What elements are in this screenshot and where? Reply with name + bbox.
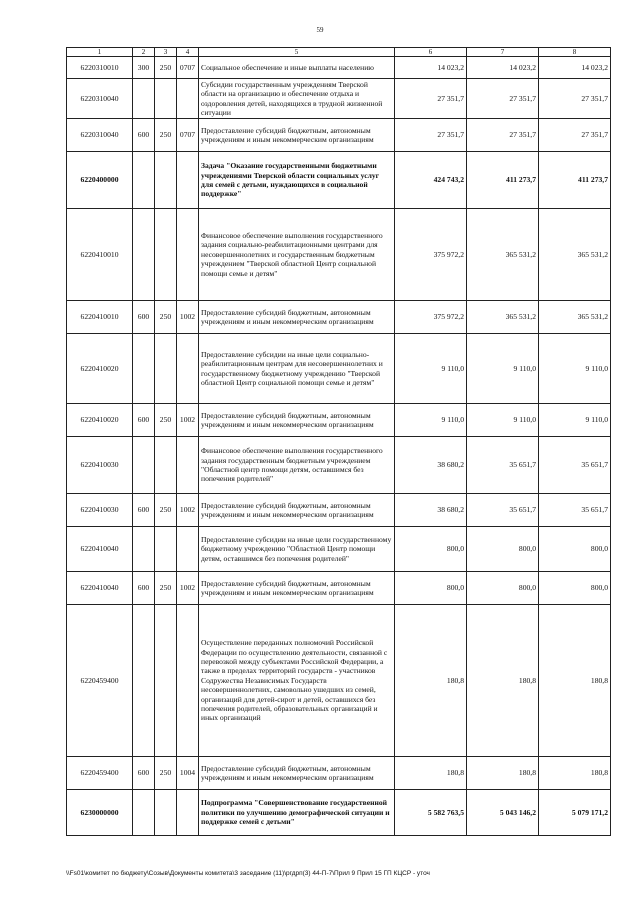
value-col8-cell: 180,8 xyxy=(539,605,611,757)
c2-cell xyxy=(133,79,155,119)
value-col8-cell: 14 023,2 xyxy=(539,57,611,79)
value-col6-cell: 27 351,7 xyxy=(395,79,467,119)
description-cell: Осуществление переданных полномочий Российской Федерации по осуществлению деятельности, связанной с перевозкой между субъектами Российской Федерации, а также в пределах территорий государств - участников Содружества Независимых Государств несовершеннолетних, самовольно ушедших из семей, организаций для детей-сирот и детей, оставшихся без попечения родителей, образовательных организаций и иных организаций xyxy=(199,605,395,757)
column-header: 5 xyxy=(199,48,395,57)
value-col6-cell: 180,8 xyxy=(395,605,467,757)
code-cell: 6220410010 xyxy=(67,209,133,301)
table-row xyxy=(67,79,611,119)
value-col7-cell: 27 351,7 xyxy=(467,79,539,119)
value-col7-cell: 27 351,7 xyxy=(467,119,539,152)
code-cell: 6220310040 xyxy=(67,79,133,119)
c4-cell: 1004 xyxy=(177,757,199,790)
c3-cell: 250 xyxy=(155,494,177,527)
c3-cell xyxy=(155,152,177,209)
code-cell: 6220410010 xyxy=(67,301,133,334)
c3-cell xyxy=(155,605,177,757)
column-header: 6 xyxy=(395,48,467,57)
value-col8-cell: 35 651,7 xyxy=(539,494,611,527)
description-cell: Предоставление субсидий бюджетным, автономным учреждениям и иным некоммерческим организациям xyxy=(199,404,395,437)
c2-cell xyxy=(133,527,155,572)
value-col7-cell: 180,8 xyxy=(467,605,539,757)
table-row xyxy=(67,301,611,334)
page-number: 59 xyxy=(316,26,324,34)
c2-cell: 600 xyxy=(133,404,155,437)
c3-cell xyxy=(155,790,177,836)
value-col6-cell: 9 110,0 xyxy=(395,404,467,437)
description-cell: Предоставление субсидий бюджетным, автономным учреждениям и иным некоммерческим организациям xyxy=(199,494,395,527)
value-col8-cell: 180,8 xyxy=(539,757,611,790)
budget-table xyxy=(66,47,611,836)
value-col7-cell: 411 273,7 xyxy=(467,152,539,209)
code-cell: 6220400000 xyxy=(67,152,133,209)
description-cell: Предоставление субсидий бюджетным, автономным учреждениям и иным некоммерческим организациям xyxy=(199,119,395,152)
c3-cell xyxy=(155,79,177,119)
c4-cell: 1002 xyxy=(177,572,199,605)
c2-cell: 600 xyxy=(133,572,155,605)
value-col8-cell: 365 531,2 xyxy=(539,301,611,334)
c3-cell: 250 xyxy=(155,572,177,605)
value-col6-cell: 375 972,2 xyxy=(395,209,467,301)
description-cell: Предоставление субсидий бюджетным, автономным учреждениям и иным некоммерческим организациям xyxy=(199,301,395,334)
c2-cell xyxy=(133,209,155,301)
value-col7-cell: 800,0 xyxy=(467,572,539,605)
value-col7-cell: 35 651,7 xyxy=(467,437,539,494)
c4-cell: 1002 xyxy=(177,301,199,334)
value-col6-cell: 27 351,7 xyxy=(395,119,467,152)
table-row xyxy=(67,605,611,757)
c3-cell xyxy=(155,334,177,404)
value-col8-cell: 35 651,7 xyxy=(539,437,611,494)
description-cell: Предоставление субсидий бюджетным, автономным учреждениям и иным некоммерческим организациям xyxy=(199,572,395,605)
description-cell: Субсидии государственным учреждениям Тверской области на организацию и обеспечение отдыха и оздоровления детей, находящихся в трудной жизненной ситуации xyxy=(199,79,395,119)
code-cell: 6220410030 xyxy=(67,437,133,494)
c3-cell xyxy=(155,209,177,301)
value-col6-cell: 800,0 xyxy=(395,572,467,605)
column-number-row xyxy=(67,48,611,57)
c2-cell xyxy=(133,437,155,494)
table-row xyxy=(67,119,611,152)
c3-cell: 250 xyxy=(155,757,177,790)
description-cell: Подпрограмма "Совершенствование государственной политики по улучшению демографической ситуации и поддержке семей с детьми" xyxy=(199,790,395,836)
table-row xyxy=(67,572,611,605)
c2-cell: 600 xyxy=(133,494,155,527)
code-cell: 6220310010 xyxy=(67,57,133,79)
value-col8-cell: 9 110,0 xyxy=(539,404,611,437)
value-col7-cell: 365 531,2 xyxy=(467,209,539,301)
table-row xyxy=(67,57,611,79)
code-cell: 6220459400 xyxy=(67,605,133,757)
c3-cell: 250 xyxy=(155,119,177,152)
c4-cell: 0707 xyxy=(177,119,199,152)
value-col7-cell: 180,8 xyxy=(467,757,539,790)
code-cell: 6220410020 xyxy=(67,334,133,404)
column-header: 1 xyxy=(67,48,133,57)
value-col6-cell: 5 582 763,5 xyxy=(395,790,467,836)
c2-cell xyxy=(133,605,155,757)
value-col6-cell: 800,0 xyxy=(395,527,467,572)
value-col6-cell: 38 680,2 xyxy=(395,494,467,527)
description-cell: Социальное обеспечение и иные выплаты населению xyxy=(199,57,395,79)
c4-cell: 1002 xyxy=(177,404,199,437)
value-col7-cell: 5 043 146,2 xyxy=(467,790,539,836)
value-col8-cell: 27 351,7 xyxy=(539,119,611,152)
c2-cell: 300 xyxy=(133,57,155,79)
value-col6-cell: 424 743,2 xyxy=(395,152,467,209)
value-col7-cell: 35 651,7 xyxy=(467,494,539,527)
value-col6-cell: 9 110,0 xyxy=(395,334,467,404)
value-col8-cell: 365 531,2 xyxy=(539,209,611,301)
value-col7-cell: 14 023,2 xyxy=(467,57,539,79)
value-col8-cell: 411 273,7 xyxy=(539,152,611,209)
table-row xyxy=(67,209,611,301)
c2-cell xyxy=(133,790,155,836)
c3-cell: 250 xyxy=(155,404,177,437)
code-cell: 6220410020 xyxy=(67,404,133,437)
description-cell: Предоставление субсидии на иные цели государственному бюджетному учреждению "Областной Центр помощи детям, оставшимся без попечения родителей" xyxy=(199,527,395,572)
c2-cell: 600 xyxy=(133,119,155,152)
c4-cell xyxy=(177,209,199,301)
value-col7-cell: 800,0 xyxy=(467,527,539,572)
c4-cell: 0707 xyxy=(177,57,199,79)
table-row xyxy=(67,152,611,209)
c3-cell xyxy=(155,437,177,494)
c2-cell: 600 xyxy=(133,301,155,334)
column-header: 7 xyxy=(467,48,539,57)
c3-cell xyxy=(155,527,177,572)
c3-cell: 250 xyxy=(155,57,177,79)
value-col8-cell: 800,0 xyxy=(539,572,611,605)
c4-cell xyxy=(177,527,199,572)
table-row xyxy=(67,404,611,437)
table-row xyxy=(67,437,611,494)
value-col6-cell: 375 972,2 xyxy=(395,301,467,334)
c4-cell xyxy=(177,605,199,757)
value-col7-cell: 9 110,0 xyxy=(467,334,539,404)
description-cell: Задача "Оказание государственными бюджетными учреждениями Тверской области социальных услуг для семей с детьми, нуждающихся в социальной поддержке" xyxy=(199,152,395,209)
value-col8-cell: 27 351,7 xyxy=(539,79,611,119)
c4-cell: 1002 xyxy=(177,494,199,527)
table-row xyxy=(67,527,611,572)
code-cell: 6230000000 xyxy=(67,790,133,836)
table-row xyxy=(67,757,611,790)
description-cell: Предоставление субсидий бюджетным, автономным учреждениям и иным некоммерческим организациям xyxy=(199,757,395,790)
code-cell: 6220310040 xyxy=(67,119,133,152)
c2-cell: 600 xyxy=(133,757,155,790)
table-body xyxy=(67,48,611,836)
value-col8-cell: 9 110,0 xyxy=(539,334,611,404)
c2-cell xyxy=(133,334,155,404)
column-header: 3 xyxy=(155,48,177,57)
description-cell: Финансовое обеспечение выполнения государственного задания государственным бюджетным учреждением "Областной центр помощи детям, оставшимся без попечения родителей" xyxy=(199,437,395,494)
c4-cell xyxy=(177,790,199,836)
code-cell: 6220459400 xyxy=(67,757,133,790)
value-col7-cell: 365 531,2 xyxy=(467,301,539,334)
code-cell: 6220410040 xyxy=(67,572,133,605)
value-col8-cell: 5 079 171,2 xyxy=(539,790,611,836)
table-row xyxy=(67,494,611,527)
c4-cell xyxy=(177,152,199,209)
value-col6-cell: 38 680,2 xyxy=(395,437,467,494)
description-cell: Финансовое обеспечение выполнения государственного задания социально-реабилитационными центрами для несовершеннолетних и государственным бюджетным учреждением "Тверской областной Центр социальной помощи семье и детям" xyxy=(199,209,395,301)
value-col6-cell: 14 023,2 xyxy=(395,57,467,79)
code-cell: 6220410030 xyxy=(67,494,133,527)
c4-cell xyxy=(177,334,199,404)
column-header: 2 xyxy=(133,48,155,57)
table-row xyxy=(67,790,611,836)
c3-cell: 250 xyxy=(155,301,177,334)
description-cell: Предоставление субсидии на иные цели социально-реабилитационным центрам для несовершеннолетних и государственному бюджетному учреждению "Тверской областной Центр социальной помощи семье и детям" xyxy=(199,334,395,404)
code-cell: 6220410040 xyxy=(67,527,133,572)
file-path-footer: \\Fs01\комитет по бюджету\Созыв\Документы комитета\3 заседание (11)\ргдрп(3) 44-П-7\Прил 9 Прил 15 ГП КЦСР - уточ xyxy=(66,870,430,877)
value-col8-cell: 800,0 xyxy=(539,527,611,572)
value-col6-cell: 180,8 xyxy=(395,757,467,790)
c4-cell xyxy=(177,437,199,494)
value-col7-cell: 9 110,0 xyxy=(467,404,539,437)
column-header: 4 xyxy=(177,48,199,57)
table-row xyxy=(67,334,611,404)
c2-cell xyxy=(133,152,155,209)
c4-cell xyxy=(177,79,199,119)
column-header: 8 xyxy=(539,48,611,57)
